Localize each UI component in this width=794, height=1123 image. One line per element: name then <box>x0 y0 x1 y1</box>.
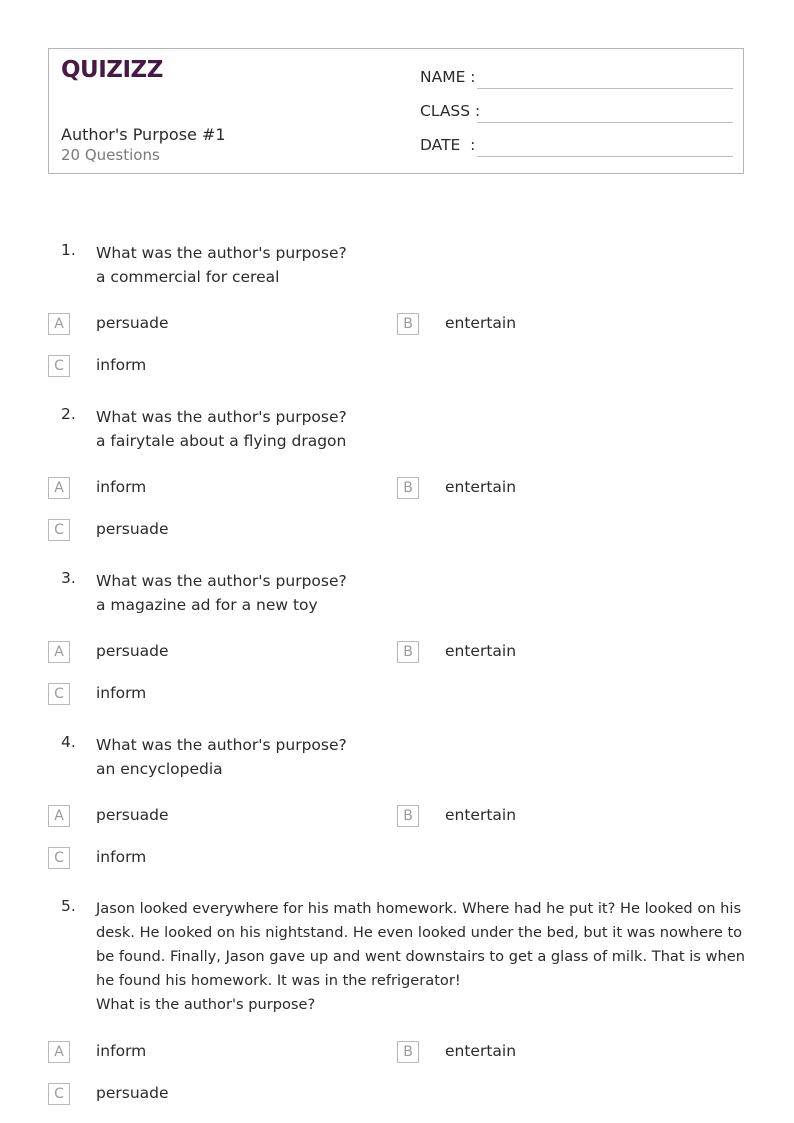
class-label: CLASS : <box>420 102 481 120</box>
question-number: 1. <box>61 241 76 259</box>
question-line: an encyclopedia <box>96 760 223 778</box>
question-number: 3. <box>61 569 76 587</box>
option-text: persuade <box>96 314 169 332</box>
question-text <box>96 241 748 289</box>
option-text: inform <box>96 356 147 374</box>
option-letter-box[interactable]: B <box>397 805 419 827</box>
option-letter-box[interactable]: C <box>48 683 70 705</box>
question-line: desk. He looked on his nightstand. He even looked under the bed, but it was nowhere to <box>96 924 743 941</box>
name-line <box>477 88 733 89</box>
worksheet-header <box>48 48 744 174</box>
option-letter-box[interactable]: A <box>48 477 70 499</box>
question-line: Jason looked everywhere for his math homework. Where had he put it? He looked on his <box>96 900 742 917</box>
question-text <box>96 733 748 781</box>
option-letter-box[interactable]: C <box>48 1083 70 1105</box>
question-line: What was the author's purpose? <box>96 736 347 754</box>
question-number: 4. <box>61 733 76 751</box>
name-label: NAME : <box>420 68 476 86</box>
option-text: inform <box>96 478 147 496</box>
question-line: be found. Finally, Jason gave up and went downstairs to get a glass of milk. That is when <box>96 948 745 965</box>
class-line <box>477 122 733 123</box>
option-letter-box[interactable]: A <box>48 1041 70 1063</box>
question-line: What was the author's purpose? <box>96 244 347 262</box>
question-number: 2. <box>61 405 76 423</box>
option-text: persuade <box>96 806 169 824</box>
option-letter-box[interactable]: A <box>48 641 70 663</box>
question-line: a magazine ad for a new toy <box>96 596 318 614</box>
worksheet-title: Author's Purpose #1 <box>61 125 226 144</box>
option-letter-box[interactable]: C <box>48 355 70 377</box>
question-line: a fairytale about a flying dragon <box>96 432 347 450</box>
option-letter-box[interactable]: C <box>48 847 70 869</box>
option-letter-box[interactable]: B <box>397 641 419 663</box>
option-letter-box[interactable]: B <box>397 1041 419 1063</box>
question-line: a commercial for cereal <box>96 268 280 286</box>
option-text: persuade <box>96 520 169 538</box>
option-text: inform <box>96 1042 147 1060</box>
option-letter-box[interactable]: C <box>48 519 70 541</box>
question-line: he found his homework. It was in the refrigerator! <box>96 972 461 989</box>
option-letter-box[interactable]: A <box>48 805 70 827</box>
option-text: inform <box>96 684 147 702</box>
option-text: persuade <box>96 642 169 660</box>
option-text: inform <box>96 848 147 866</box>
question-text <box>96 897 748 1017</box>
option-text: entertain <box>445 478 517 496</box>
option-text: entertain <box>445 806 517 824</box>
date-line <box>477 156 733 157</box>
option-letter-box[interactable]: A <box>48 313 70 335</box>
date-label: DATE : <box>420 136 476 154</box>
question-line: What is the author's purpose? <box>96 996 316 1013</box>
question-text <box>96 405 748 453</box>
question-text <box>96 569 748 617</box>
option-letter-box[interactable]: B <box>397 477 419 499</box>
option-text: entertain <box>445 642 517 660</box>
quizizz-logo: QUIZIZZ <box>61 57 163 83</box>
question-count: 20 Questions <box>61 146 160 164</box>
option-letter-box[interactable]: B <box>397 313 419 335</box>
option-text: entertain <box>445 1042 517 1060</box>
question-line: What was the author's purpose? <box>96 408 347 426</box>
question-number: 5. <box>61 897 76 915</box>
question-line: What was the author's purpose? <box>96 572 347 590</box>
option-text: persuade <box>96 1084 169 1102</box>
option-text: entertain <box>445 314 517 332</box>
